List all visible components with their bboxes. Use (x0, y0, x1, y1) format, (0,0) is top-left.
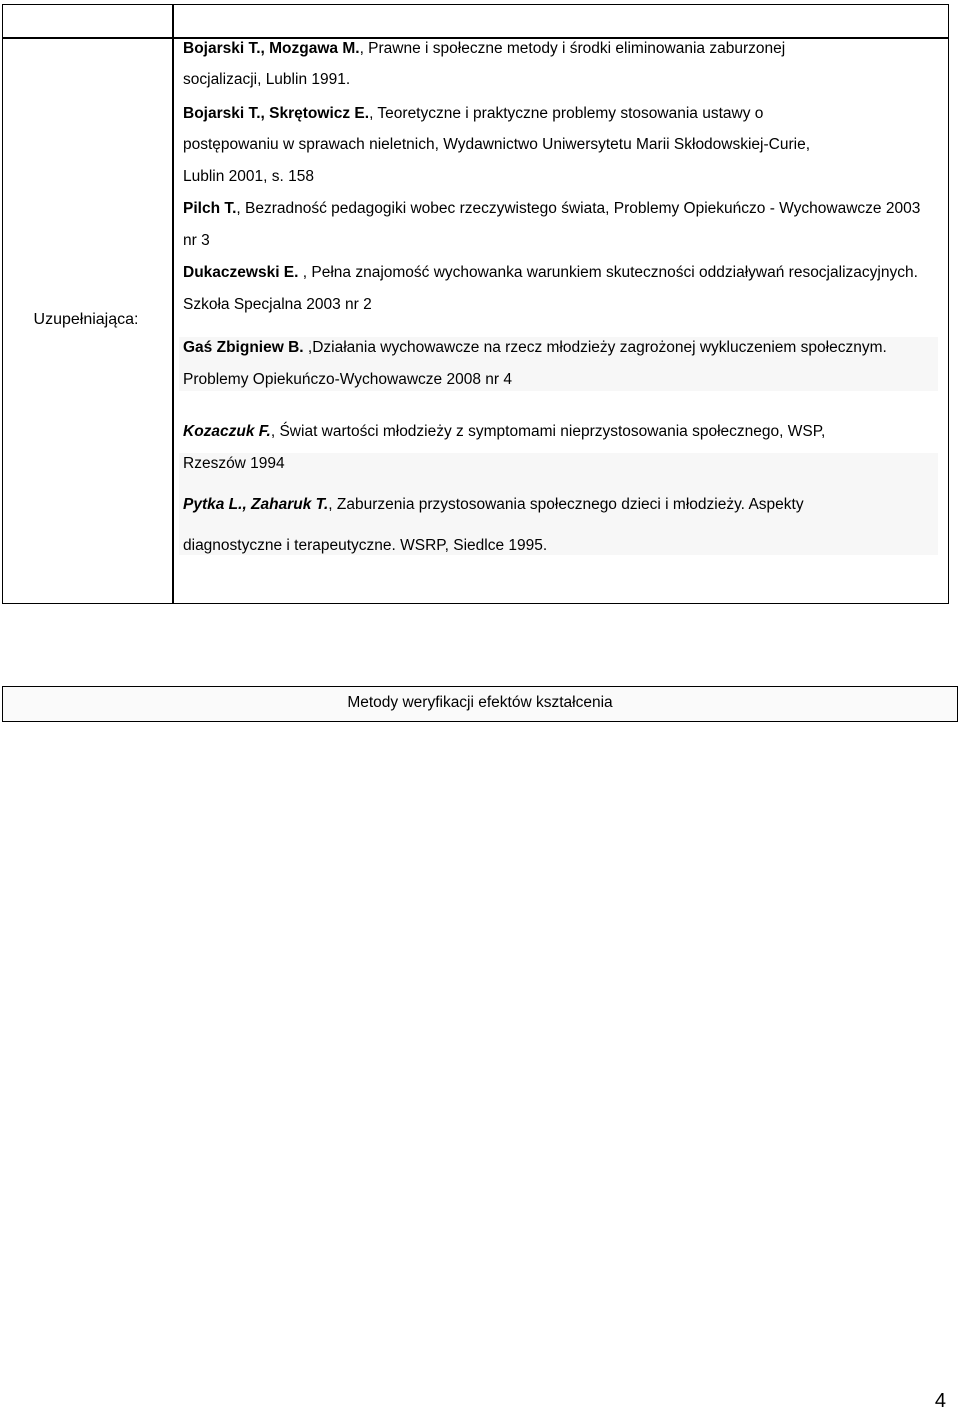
reference-line: Bojarski T., Skrętowicz E., Teoretyczne i praktyczne problemy stosowania ustawy o (183, 105, 764, 122)
reference-line: Bojarski T., Mozgawa M., Prawne i społeczne metody i środki eliminowania zaburzonej (183, 40, 786, 57)
reference-line: Rzeszów 1994 (183, 455, 285, 472)
reference-line: Pytka L., Zaharuk T., Zaburzenia przystosowania społecznego dzieci i młodzieży. Aspekty (183, 496, 804, 513)
reference-line: Szkoła Specjalna 2003 nr 2 (183, 296, 372, 313)
reference-line: Gaś Zbigniew B. ,Działania wychowawcze na rzecz młodzieży zagrożonej wykluczeniem społecznym. (183, 339, 887, 356)
reference-line: socjalizacji, Lublin 1991. (183, 71, 351, 88)
section-heading: Metody weryfikacji efektów kształcenia (347, 694, 613, 711)
reference-line: Pilch T., Bezradność pedagogiki wobec rzeczywistego świata, Problemy Opiekuńczo - Wychowawcze 2003 (183, 200, 921, 217)
reference-line: Lublin 2001, s. 158 (183, 168, 314, 185)
literature-type-label: Uzupełniająca: (33, 311, 139, 328)
table-cell-empty (2, 4, 174, 39)
reference-line: nr 3 (183, 232, 210, 249)
reference-line: Problemy Opiekuńczo-Wychowawcze 2008 nr 4 (183, 371, 512, 388)
reference-line: Kozaczuk F., Świat wartości młodzieży z symptomami nieprzystosowania społecznego, WSP, (183, 423, 826, 440)
page-number: 4 (934, 1390, 946, 1412)
reference-line: diagnostyczne i terapeutyczne. WSRP, Siedlce 1995. (183, 537, 548, 554)
table-cell-empty (172, 4, 949, 39)
reference-line: postępowaniu w sprawach nieletnich, Wydawnictwo Uniwersytetu Marii Skłodowskiej-Curie, (183, 136, 811, 153)
reference-line: Dukaczewski E. , Pełna znajomość wychowanka warunkiem skuteczności oddziaływań resocjalizacyjnych. (183, 264, 918, 281)
